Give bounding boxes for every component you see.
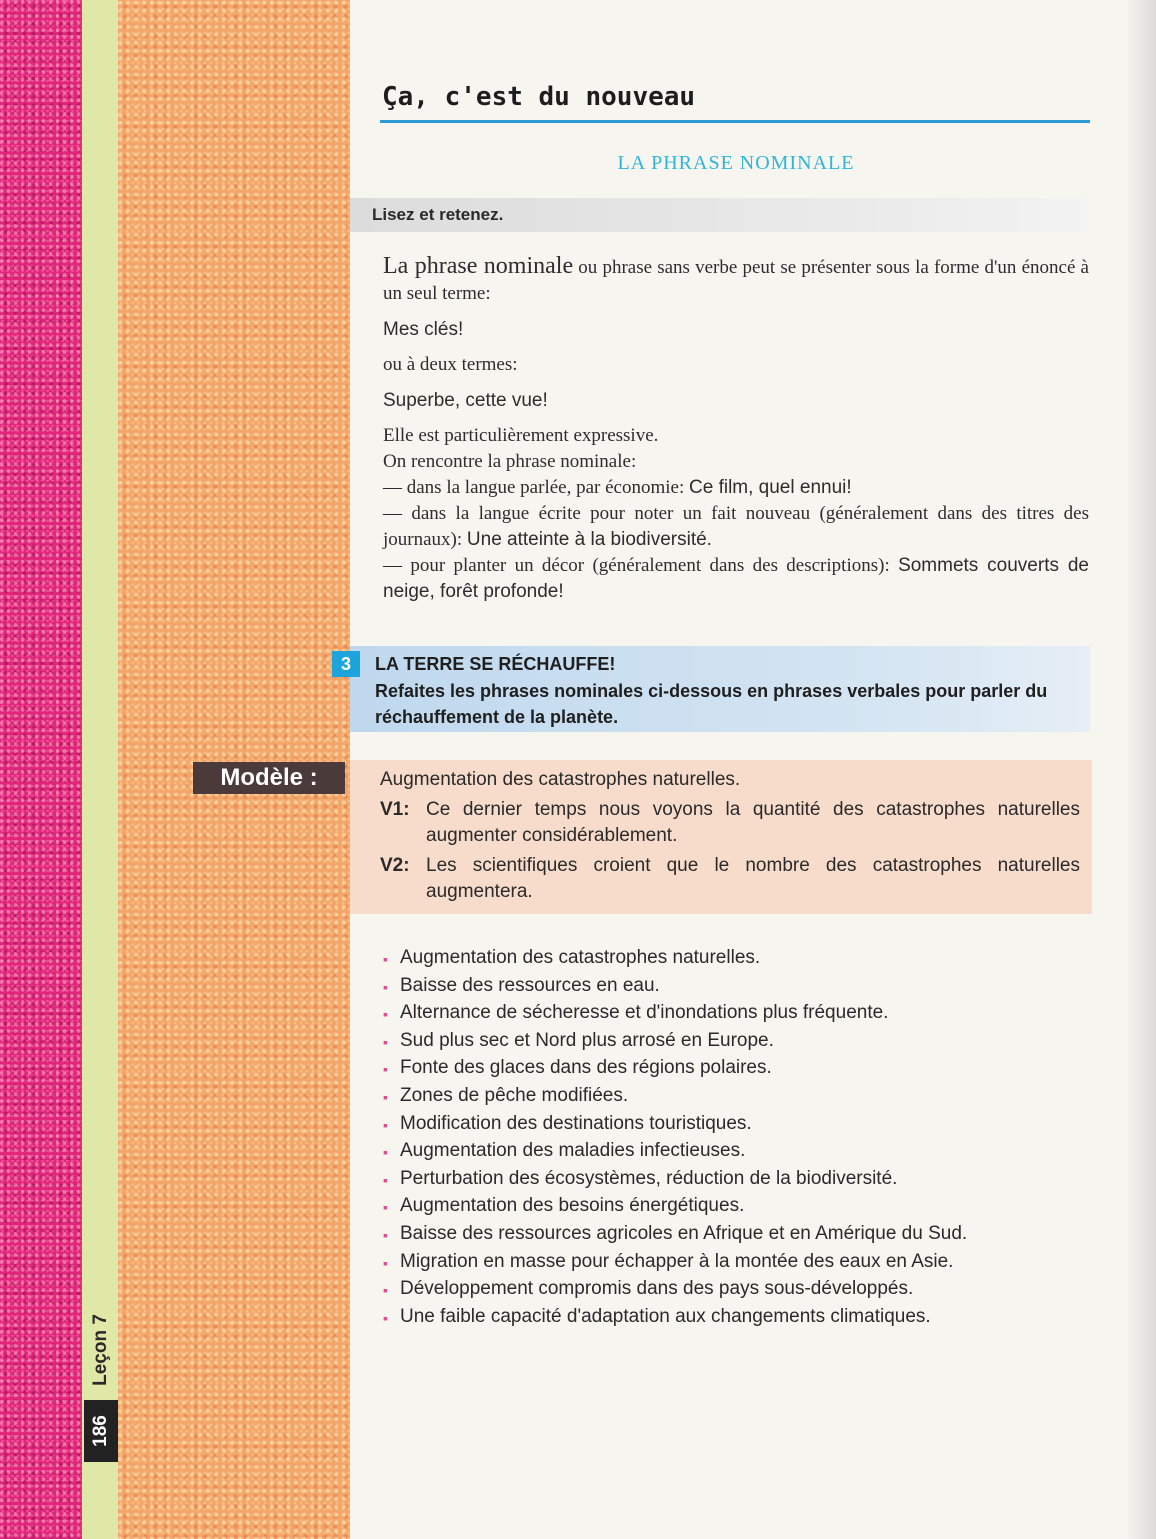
list-item-text: Une faible capacité d'adaptation aux changements climatiques. — [400, 1305, 931, 1327]
modele-content — [380, 767, 1080, 905]
variant-1-label: V1: — [380, 799, 410, 820]
list-item-text: Baisse des ressources en eau. — [400, 974, 660, 996]
list-item — [383, 1193, 1093, 1221]
exercise-title: LA TERRE SE RÉCHAUFFE! — [375, 654, 616, 674]
rule-intro — [383, 253, 1089, 307]
rule-case-written — [383, 501, 1089, 553]
list-item-text: Sud plus sec et Nord plus arrosé en Europe. — [400, 1029, 774, 1051]
exercise-number-badge: 3 — [332, 651, 360, 677]
bullet-icon: ▪ — [383, 1088, 388, 1105]
list-item-text: Baisse des ressources agricoles en Afrique et en Amérique du Sud. — [400, 1222, 968, 1244]
case-decor-example: Sommets couverts de neige, forêt profonde! — [383, 555, 1089, 602]
bullet-icon: ▪ — [383, 1061, 388, 1078]
bullet-icon: ▪ — [383, 1199, 388, 1216]
list-item — [383, 1166, 1093, 1194]
margin-pink-strip — [0, 0, 82, 1539]
list-item-text: Fonte des glaces dans des régions polaires. — [400, 1057, 772, 1079]
variant-2-label: V2: — [380, 855, 410, 876]
page-number-box — [84, 1400, 118, 1462]
list-item-text: Zones de pêche modifiées. — [400, 1084, 629, 1106]
bullet-icon: ▪ — [383, 978, 388, 995]
list-item-text: Augmentation des besoins énergétiques. — [400, 1195, 745, 1217]
bullet-icon: ▪ — [383, 1033, 388, 1050]
bullet-icon: ▪ — [383, 1254, 388, 1271]
list-item-text: Alternance de sécheresse et d'inondations plus fréquente. — [400, 1002, 889, 1024]
subtitle: LA PHRASE NOMINALE — [617, 152, 855, 174]
modele-statement: Augmentation des catastrophes naturelles. — [380, 769, 741, 790]
rule-case-decor — [383, 553, 1089, 605]
variant-1-text: Ce dernier temps nous voyons la quantité des catastrophes naturelles augmenter considérablement. — [426, 799, 1080, 846]
list-item — [383, 1249, 1093, 1277]
list-item — [383, 1111, 1093, 1139]
lesson-tab — [84, 1300, 118, 1400]
rule-encounter: On rencontre la phrase nominale: — [383, 451, 637, 472]
list-item — [383, 1083, 1093, 1111]
rule-case-spoken — [383, 475, 1089, 501]
list-item-text: Migration en masse pour échapper à la montée des eaux en Asie. — [400, 1250, 954, 1272]
list-item-text: Augmentation des catastrophes naturelles. — [400, 947, 761, 968]
nominal-phrases-list — [383, 945, 1093, 1331]
rule-expressive: Elle est particulièrement expressive. — [383, 425, 659, 446]
list-item-text: Développement compromis dans des pays sous-développés. — [400, 1278, 914, 1300]
list-item — [383, 1221, 1093, 1249]
section-title: Ça, c'est du nouveau — [382, 82, 696, 112]
list-item-text: Augmentation des maladies infectieuses. — [400, 1140, 746, 1162]
list-item — [383, 1304, 1093, 1332]
example-two-terms: Superbe, cette vue! — [383, 390, 548, 411]
list-item — [383, 973, 1093, 1001]
bullet-icon: ▪ — [383, 1309, 388, 1326]
case-written-example: Une atteinte à la biodiversité. — [466, 529, 712, 550]
list-item — [383, 1138, 1093, 1166]
list-item-text: Perturbation des écosystèmes, réduction de la biodiversité. — [400, 1167, 898, 1189]
variant-2-text: Les scientifiques croient que le nombre des catastrophes naturelles augmentera. — [426, 855, 1080, 902]
case-decor-text: — pour planter un décor (généralement dans des descriptions): — [383, 555, 899, 576]
list-item — [383, 1055, 1093, 1083]
exercise-task: Refaites les phrases nominales ci-dessous en phrases verbales pour parler du réchauffement de la planète. — [375, 681, 1048, 727]
modele-label: Modèle : — [193, 762, 345, 794]
bullet-icon: ▪ — [383, 1282, 388, 1299]
list-item — [383, 1276, 1093, 1304]
case-spoken-example: Ce film, quel ennui! — [689, 477, 852, 498]
rule-two-terms: ou à deux termes: — [383, 354, 518, 375]
page-edge-shadow — [1128, 0, 1156, 1539]
lesson-label: Leçon 7 — [90, 1314, 111, 1386]
page-number: 186 — [89, 1415, 111, 1447]
instruction-text: Lisez et retenez. — [372, 205, 504, 224]
modele-variant-2 — [380, 853, 1080, 905]
modele-variant-1 — [380, 797, 1080, 849]
case-written-text: — dans la langue écrite pour noter un fait nouveau (généralement dans des titres des journaux): — [383, 503, 1089, 550]
rule-term: La phrase nominale — [383, 253, 574, 279]
bullet-icon: ▪ — [383, 1226, 388, 1243]
rule-intro-text: ou phrase sans verbe peut se présenter sous la forme d'un énoncé à un seul terme: — [383, 257, 1089, 304]
bullet-icon: ▪ — [383, 1006, 388, 1023]
list-item — [383, 1028, 1093, 1056]
list-item-text: Modification des destinations touristiques. — [400, 1112, 752, 1134]
bullet-icon: ▪ — [383, 1171, 388, 1188]
list-item — [383, 1000, 1093, 1028]
example-one-term: Mes clés! — [383, 319, 464, 340]
instruction-bar — [350, 198, 1088, 232]
bullet-icon: ▪ — [383, 951, 388, 967]
case-spoken-text: — dans la langue parlée, par économie: — [383, 477, 689, 498]
list-item — [383, 945, 1093, 973]
bullet-icon: ▪ — [383, 1116, 388, 1133]
section-title-rule — [380, 120, 1090, 123]
bullet-icon: ▪ — [383, 1144, 388, 1161]
grammar-rule — [383, 253, 1089, 605]
